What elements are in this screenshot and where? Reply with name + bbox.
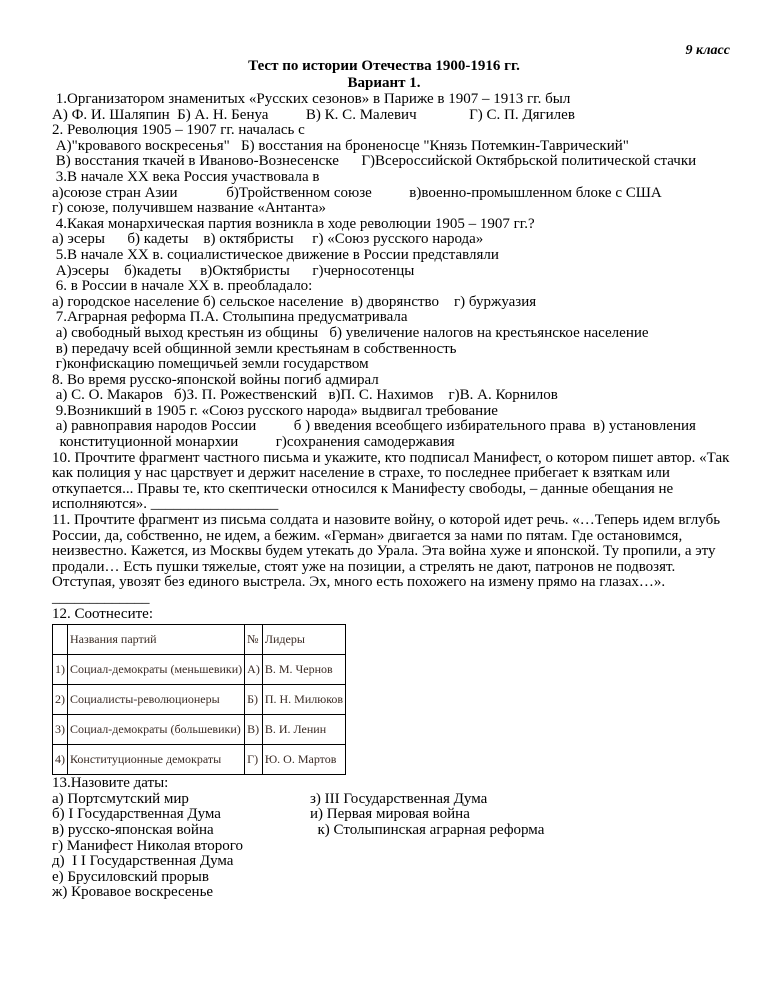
question-line: 5.В начале XX в. социалистическое движение в России представляли bbox=[52, 246, 499, 263]
table-header-cell: № bbox=[245, 625, 263, 655]
question-line: 4.Какая монархическая партия возникла в ходе революции 1905 – 1907 гг.? bbox=[52, 215, 535, 232]
date-option: ж) Кровавое воскресенье bbox=[52, 884, 214, 901]
table-cell: Конституционные демократы bbox=[68, 745, 245, 775]
question-line: г) союзе, получившем название «Антанта» bbox=[52, 200, 327, 217]
question-line: 9.Возникший в 1905 г. «Союз русского народа» выдвигал требование bbox=[52, 402, 498, 419]
question-11: 11. Прочтите фрагмент из письма солдата и назовите войну, о которой идет речь. «…Теперь идем вглубь России, да, собственно, не идем, а бежим. «Герман» двигается за нами по пятам. Где остановимся, неизвестно. Кажется, из Москвы будем утекать до Урала. Эта война хуже и японской. Ту пропили, а эту продали… Есть пушки тяжелые, стоят уже на позиции, а стрелять не дают, патронов не подвозят. Отступая, увозят без единого выстрела. Эх, много есть похожего на измену прямо на глазах…». _____________ bbox=[52, 512, 721, 606]
date-option: и) Первая мировая война bbox=[310, 806, 470, 823]
question-line: а) свободный выход крестьян из общины б) увеличение налогов на крестьянское население bbox=[52, 324, 649, 341]
date-option: б) I Государственная Дума bbox=[52, 806, 221, 823]
table-cell: Социал-демократы (большевики) bbox=[68, 715, 245, 745]
date-option: к) Столыпинская аграрная реформа bbox=[310, 821, 545, 838]
question-line: А)эсеры б)кадеты в)Октябристы г)черносотенцы bbox=[52, 262, 415, 279]
table-cell: 4) bbox=[53, 745, 68, 775]
grade-label: 9 класс bbox=[685, 43, 730, 58]
question-line: г)конфискацию помещичьей земли государством bbox=[52, 356, 369, 373]
question-line: а) С. О. Макаров б)З. П. Рожественский в)П. С. Нахимов г)В. А. Корнилов bbox=[52, 387, 558, 404]
table-header-cell: Лидеры bbox=[262, 625, 345, 655]
question-line: А) Ф. И. Шаляпин Б) А. Н. Бенуа В) К. С. Малевич Г) С. П. Дягилев bbox=[52, 106, 575, 123]
question-13-options bbox=[52, 792, 742, 912]
table-cell: Ю. О. Мартов bbox=[262, 745, 345, 775]
test-content bbox=[52, 92, 742, 912]
table-cell: Б) bbox=[245, 685, 263, 715]
question-12-title: 12. Соотнесите: bbox=[52, 605, 153, 622]
question-line: 8. Во время русско-японской войны погиб адмирал bbox=[52, 371, 379, 388]
table-row bbox=[53, 685, 346, 715]
date-option: з) III Государственная Дума bbox=[310, 790, 488, 807]
table-header-cell bbox=[53, 625, 68, 655]
table-cell: Социал-демократы (меньшевики) bbox=[68, 655, 245, 685]
date-option: в) русско-японская война bbox=[52, 821, 214, 838]
date-option: е) Брусиловский прорыв bbox=[52, 868, 209, 885]
question-line: 7.Аграрная реформа П.А. Столыпина предусматривала bbox=[52, 309, 408, 326]
question-line: А)"кровавого воскресенья" Б) восстания на броненосце "Князь Потемкин-Таврический" bbox=[52, 137, 629, 154]
date-option: г) Манифест Николая второго bbox=[52, 837, 243, 854]
question-line: а)союзе стран Азии б)Тройственном союзе в)военно-промышленном блоке с США bbox=[52, 184, 662, 201]
question-line: 3.В начале XX века Россия участвовала в bbox=[52, 168, 320, 185]
question-13-title: 13.Назовите даты: bbox=[52, 775, 169, 792]
date-option: а) Портсмутский мир bbox=[52, 790, 189, 807]
table-cell: П. Н. Милюков bbox=[262, 685, 345, 715]
date-option: д) I I Государственная Дума bbox=[52, 853, 234, 870]
question-line: конституционной монархии г)сохранения самодержавия bbox=[52, 434, 455, 451]
table-cell: А) bbox=[245, 655, 263, 685]
table-cell: 2) bbox=[53, 685, 68, 715]
variant-label: Вариант 1. bbox=[347, 75, 421, 91]
question-13-left-column bbox=[52, 792, 243, 901]
table-row bbox=[53, 715, 346, 745]
test-title bbox=[0, 58, 768, 92]
table-cell: 3) bbox=[53, 715, 68, 745]
parties-table bbox=[52, 624, 346, 775]
questions-1-9 bbox=[52, 92, 742, 451]
question-line: а) равноправия народов России б ) введения всеобщего избирательного права в) установления bbox=[52, 418, 696, 435]
question-line: В) восстания ткачей в Иваново-Вознесенске Г)Всероссийской Октябрьской политической стачки bbox=[52, 153, 697, 170]
table-cell: Социалисты-революционеры bbox=[68, 685, 245, 715]
question-line: 1.Организатором знаменитых «Русских сезонов» в Париже в 1907 – 1913 гг. был bbox=[52, 91, 571, 107]
table-cell: В. И. Ленин bbox=[262, 715, 345, 745]
table-row bbox=[53, 745, 346, 775]
table-cell: 1) bbox=[53, 655, 68, 685]
table-header-cell: Названия партий bbox=[68, 625, 245, 655]
question-line: 2. Революция 1905 – 1907 гг. началась с bbox=[52, 122, 305, 139]
question-10: 10. Прочтите фрагмент частного письма и укажите, кто подписал Манифест, о котором пишет автор. «Так как полиция у нас царствует и держит население в страхе, то последнее прибегает к взяткам или откупается... Правы те, кто скептически относился к Манифесту свободы, – данные обещания не исполняются». _________________ bbox=[52, 449, 730, 513]
question-13-right-column bbox=[310, 792, 544, 839]
question-line: а) эсеры б) кадеты в) октябристы г) «Союз русского народа» bbox=[52, 231, 484, 248]
table-cell: Г) bbox=[245, 745, 263, 775]
table-header-row bbox=[53, 625, 346, 655]
test-title-text: Тест по истории Отечества 1900-1916 гг. bbox=[248, 58, 520, 74]
table-row bbox=[53, 655, 346, 685]
table-cell: В) bbox=[245, 715, 263, 745]
question-line: 6. в России в начале XX в. преобладало: bbox=[52, 278, 313, 295]
table-cell: В. М. Чернов bbox=[262, 655, 345, 685]
question-line: в) передачу всей общинной земли крестьянам в собственность bbox=[52, 340, 457, 357]
question-line: а) городское население б) сельское население в) дворянство г) буржуазия bbox=[52, 293, 537, 310]
